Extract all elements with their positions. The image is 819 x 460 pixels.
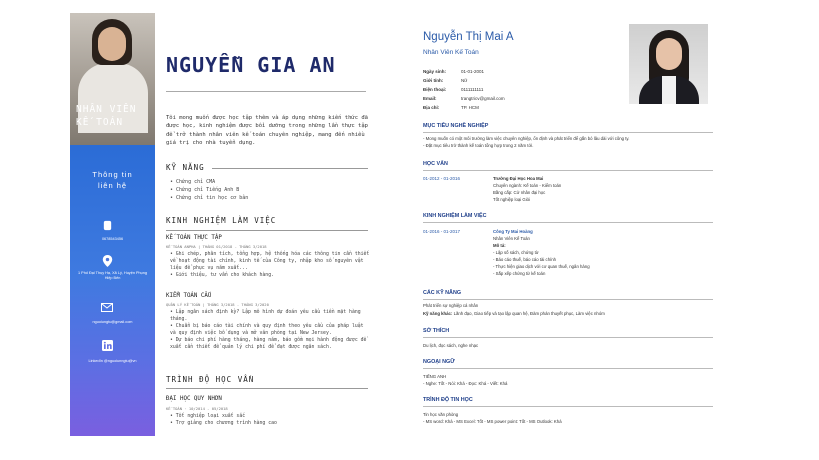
experience-company: Công Ty Mai Hoàng xyxy=(493,229,533,234)
job-bullets xyxy=(170,309,370,351)
address-label: Địa chỉ: xyxy=(423,105,440,110)
job-bullet-text: Dự báo chi phí hàng tháng, hàng năm, báo gồm mọi hành động được đề xuất cần thiết để quản lý chi phí để đạt được ngân sách. xyxy=(170,338,367,350)
job-title-overlay xyxy=(76,103,152,129)
education-bullet: • Tốt nghiệp loại xuất sắc xyxy=(170,414,246,419)
job-bullet-text: Chuẩn bị báo cáo tài chính và quy định theo yêu cầu của pháp luật và quy định việc bố dụng và mở văn phòng tại New Jersey. xyxy=(170,324,364,336)
email-icon xyxy=(101,303,113,315)
contact-heading-line-2: liên hệ xyxy=(97,181,128,190)
skills-other-text: Lãnh đạo, Giao tiếp và tạo lập quan hệ, Đàm phán thuyết phục, Làm việc nhóm xyxy=(453,311,605,316)
languages-divider xyxy=(423,368,713,369)
job-meta: KẾ TOÁN ANPHA | THÁNG 01/2018 - THÁNG 3/2018 xyxy=(166,244,267,249)
photo-shirt-shape xyxy=(662,76,676,104)
education-school: ĐẠI HỌC QUY NHƠN xyxy=(166,396,222,402)
job-title: KIỂM TOÁN CẤU xyxy=(166,293,212,299)
experience-item: - Thực hiện giao dịch với cơ quan thuế, ngân hàng xyxy=(493,264,590,269)
skills-divider xyxy=(423,299,713,300)
language-detail: - Nghe: Tốt - Nói: Khá - Đọc: Khá - Viết: Khá xyxy=(423,381,508,386)
experience-heading: KINH NGHIỆM LÀM VIỆC xyxy=(166,216,277,225)
languages-heading: NGOẠI NGỮ xyxy=(423,359,455,365)
candidate-role: Nhân Viên Kế Toán xyxy=(423,49,479,56)
experience-title: Nhân Viên Kế Toán xyxy=(493,236,530,241)
job-title-line-2: KẾ TOÁN xyxy=(76,117,124,128)
experience-item: - Báo cáo thuế, báo cáo tài chính xyxy=(493,257,557,262)
contact-sidebar xyxy=(70,145,155,436)
objective-line: - Mong muốn có một môi trường làm việc chuyên nghiệp, ổn định và phát triển để gắn bó lâu dài với công ty. xyxy=(423,136,630,141)
education-bullets xyxy=(170,413,370,427)
profile-photo xyxy=(629,24,708,104)
education-heading: TRÌNH ĐỘ HỌC VẤN xyxy=(166,375,255,384)
skills-line xyxy=(423,311,605,317)
education-bullet-text: Tốt nghiệp loại xuất sắc xyxy=(175,414,246,419)
job-meta: QUẢN LÝ KẾ TOÁN | THÁNG 3/2018 - THÁNG 3/2020 xyxy=(166,302,269,307)
phone-value: 0111111111 xyxy=(461,87,484,92)
photo-face-shape xyxy=(656,38,682,70)
phone-label: Điện thoại: xyxy=(423,87,447,92)
profile-photo xyxy=(70,13,155,145)
linkedin-handle: LinkedIn @nguoiunngtu@vn xyxy=(88,359,137,363)
it-line: Tin học văn phòng xyxy=(423,412,459,417)
hobbies-divider xyxy=(423,337,713,338)
education-major: Chuyên ngành: Kế toán - Kiểm toán xyxy=(493,183,562,188)
phone-number: 0678543456 xyxy=(101,237,124,241)
education-divider xyxy=(166,388,368,389)
skills-heading: CÁC KỸ NĂNG xyxy=(423,290,462,296)
location-pin-icon xyxy=(101,255,113,267)
gender-label: Giới tính: xyxy=(423,78,444,83)
objective-heading: MỤC TIÊU NGHỀ NGHIỆP xyxy=(423,123,489,129)
email-value: trangtricv@gmail.com xyxy=(461,96,505,101)
skill-item: • Chứng chỉ Tiếng Anh B xyxy=(170,187,240,193)
skills-heading: KỸ NĂNG xyxy=(166,163,205,172)
career-intro: Tôi mong muốn được học tập thêm và áp dụng những kiến thức đã được học, kinh nghiệm được bồi dưỡng trong những lần thực tập để trở thành nhân viên kế toán chuyên nghiệp, mang đến nhiều giá trị cho nhà tuyển dụng. xyxy=(166,115,368,147)
experience-divider xyxy=(423,222,713,223)
objective-divider xyxy=(423,132,713,133)
experience-heading: KINH NGHIỆM LÀM VIỆC xyxy=(423,213,487,219)
skill-item-text: Chứng chỉ CMA xyxy=(176,179,216,185)
experience-item: - Sắp xếp chứng từ kế toán xyxy=(493,271,546,276)
resume-nguyen-thi-mai-a xyxy=(413,15,725,438)
education-bullet-text: Trợ giảng cho chương trình hàng cao xyxy=(175,421,277,426)
education-date: 01-2012 - 01-2016 xyxy=(423,176,461,181)
candidate-name: Nguyễn Thị Mai A xyxy=(423,31,514,43)
address-value: TP. HCM xyxy=(461,105,479,110)
job-title: KẾ TOÁN THỰC TẬP xyxy=(166,235,222,241)
it-line: - MS word: Khá - MS Excel: Tốt - MS power point: Tốt - MS Outlook: Khá xyxy=(423,419,562,424)
hobbies-heading: SỞ THÍCH xyxy=(423,328,450,334)
education-school: Trường Đại Học Hoa Mai xyxy=(493,176,544,181)
contact-heading xyxy=(70,169,155,191)
email-label: Email: xyxy=(423,96,437,101)
experience-date: 01-2016 - 01-2017 xyxy=(423,229,461,234)
contact-heading-line-1: Thông tin xyxy=(92,170,133,179)
job-bullet-text: Lập ngân sách định kỳ? Lập mô hình dự đoán yêu cầu tiền mặt hàng tháng. xyxy=(170,310,361,322)
education-heading: HỌC VẤN xyxy=(423,161,448,167)
job-bullet: • Ghi chép, phân tích, tổng hợp, hệ thống hóa các thông tin cần thiết về hoạt động tài chính, kinh tế của Công ty, nhập kho số nguyên vật liệu để phục vụ năm xuất... xyxy=(170,252,370,271)
hobbies-text: Du lịch, đọc sách, nghe nhạc xyxy=(423,343,479,348)
job-bullets xyxy=(170,251,370,279)
language-name: TIẾNG ANH xyxy=(423,374,447,379)
job-bullet: • Chuẩn bị báo cáo tài chính và quy định theo yêu cầu của pháp luật và quy định việc bố dụng và mở văn phòng tại New Jersey. xyxy=(170,324,364,336)
it-divider xyxy=(423,406,713,407)
resume-nguyen-gia-an xyxy=(70,13,380,436)
experience-divider xyxy=(166,230,368,231)
dob-value: 01-01-2001 xyxy=(461,69,485,74)
phone-icon xyxy=(101,220,113,232)
job-bullet-text: Giới thiệu, tư vấn cho khách hàng. xyxy=(175,273,274,278)
skills-divider xyxy=(212,168,368,169)
skill-item-text: Chứng chỉ Tiếng Anh B xyxy=(176,187,240,193)
address: 1 Phố Đại Thụy Hạ, Xã Lý, Huyện Phụng Hiệp Bến xyxy=(78,271,147,281)
it-heading: TRÌNH ĐỘ TIN HỌC xyxy=(423,397,473,403)
experience-item: - Lập số sách, chứng từ xyxy=(493,250,539,255)
education-divider xyxy=(423,170,713,171)
photo-face-shape xyxy=(98,27,126,61)
dob-label: Ngày sinh: xyxy=(423,69,447,74)
gender-value: Nữ xyxy=(461,78,468,83)
job-bullet: • Dự báo chi phí hàng tháng, hàng năm, báo gồm mọi hành động được đề xuất cần thiết để quản lý chi phí để đạt được ngân sách. xyxy=(170,338,367,350)
skill-item-text: Chứng chỉ tin học cơ bản xyxy=(176,195,249,201)
job-bullet-text: Ghi chép, phân tích, tổng hợp, hệ thống hóa các thông tin cần thiết về hoạt động tài chính, kinh tế của Công ty, nhập kho số nguyên vật liệu để phục vụ năm xuất... xyxy=(170,252,370,271)
education-bullet: • Trợ giảng cho chương trình hàng cao xyxy=(170,421,277,426)
job-bullet: • Lập ngân sách định kỳ? Lập mô hình dự đoán yêu cầu tiền mặt hàng tháng. xyxy=(170,310,361,322)
linkedin-icon xyxy=(101,340,113,352)
experience-desc-label: Mô tả: xyxy=(493,243,506,248)
job-bullet: • Giới thiệu, tư vấn cho khách hàng. xyxy=(170,273,274,278)
education-grade: Tốt nghiệp loại Giỏi xyxy=(493,197,531,202)
name-divider xyxy=(166,91,366,92)
skill-item: • Chứng chỉ tin học cơ bản xyxy=(170,195,249,201)
job-title-line-1: NHÂN VIÊN xyxy=(76,104,137,115)
email-address: nguoiungtu@gmail.com xyxy=(92,320,133,324)
candidate-name: NGUYỄN GIA AN xyxy=(166,53,336,77)
skills-other-label: Kỹ năng khác: xyxy=(423,311,453,316)
education-degree: Bằng cấp: Cử nhân đại học xyxy=(493,190,546,195)
objective-line: - Đặt mục tiêu trở thành kế toán tổng hợp trong 2 năm tới. xyxy=(423,143,534,148)
skill-item: • Chứng chỉ CMA xyxy=(170,179,216,185)
skills-line: Phát triển sự nghiệp cá nhân xyxy=(423,303,479,308)
education-meta: KẾ TOÁN · 10/2014 - 05/2018 xyxy=(166,406,228,411)
